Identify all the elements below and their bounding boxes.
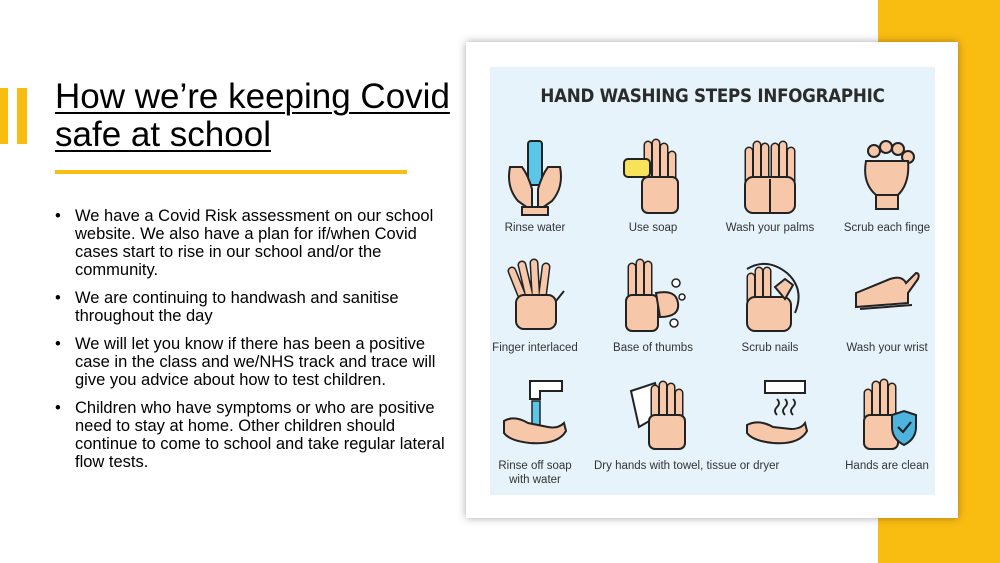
scrub-nails-icon <box>735 257 805 337</box>
step-label: Scrub nails <box>741 342 799 354</box>
step-hands-clean <box>828 375 935 473</box>
step-label: Scrub each finge <box>843 222 931 234</box>
step-label: Rinse off soap with water <box>498 460 572 486</box>
bullet-list <box>55 207 445 481</box>
finger-interlaced-icon <box>500 257 570 337</box>
step-wash-palms <box>711 137 829 235</box>
step-label: Hands are clean <box>845 460 929 472</box>
step-scrub-nails <box>711 257 829 355</box>
accent-bar-left-1 <box>0 88 8 144</box>
bullet-text: Children who have symptoms or who are positive need to stay at home. Other children should continue to come to school and take regular lateral flow tests. <box>75 399 445 471</box>
step-dry-hands <box>594 375 780 473</box>
step-label: Use soap <box>628 222 678 234</box>
step-rinse-water <box>490 137 594 235</box>
step-finger-interlaced <box>490 257 594 355</box>
wash-palms-icon <box>735 137 805 217</box>
use-soap-icon <box>618 137 688 217</box>
bullet-glyph: • <box>55 399 61 417</box>
step-hand-dryer <box>719 375 837 455</box>
bullet-text: We are continuing to handwash and sanitise throughout the day <box>75 289 399 325</box>
bullet-item <box>55 335 445 389</box>
infographic-title: HAND WASHING STEPS INFOGRAPHIC <box>540 85 885 107</box>
step-label: Base of thumbs <box>613 342 693 354</box>
bullet-glyph: • <box>55 207 61 225</box>
step-label: Wash your palms <box>725 222 815 234</box>
bullet-glyph: • <box>55 289 61 307</box>
base-of-thumbs-icon <box>618 257 688 337</box>
step-use-soap <box>594 137 712 235</box>
scrub-fingers-icon <box>852 137 922 217</box>
page-title: How we’re keeping Covid safe at school <box>55 77 450 154</box>
step-base-of-thumbs <box>594 257 712 355</box>
title-underline-rule <box>55 170 407 174</box>
rinse-off-soap-icon <box>500 375 570 455</box>
step-label: Rinse water <box>504 222 566 234</box>
handwashing-infographic <box>490 67 935 495</box>
step-label: Dry hands with towel, tissue or dryer <box>594 460 780 472</box>
bullet-item <box>55 399 445 471</box>
rinse-water-icon <box>500 137 570 217</box>
hand-dryer-icon <box>743 375 813 455</box>
bullet-item <box>55 289 445 325</box>
step-label: Finger interlaced <box>492 342 578 354</box>
accent-bar-left-2 <box>17 88 27 144</box>
step-rinse-off-soap <box>490 375 594 487</box>
wash-wrist-icon <box>852 257 922 337</box>
bullet-text: We will let you know if there has been a positive case in the class and we/NHS track and trace will give you advice about how to test children. <box>75 335 436 389</box>
hands-clean-icon <box>852 375 922 455</box>
step-wash-wrist <box>828 257 935 355</box>
bullet-glyph: • <box>55 335 61 353</box>
bullet-item <box>55 207 445 279</box>
bullet-text: We have a Covid Risk assessment on our school website. We also have a plan for if/when Covid cases start to rise in our school and/or the community. <box>75 207 434 279</box>
dry-hands-icon <box>623 375 693 455</box>
step-scrub-fingers <box>828 137 935 235</box>
step-label: Wash your wrist <box>846 342 928 354</box>
